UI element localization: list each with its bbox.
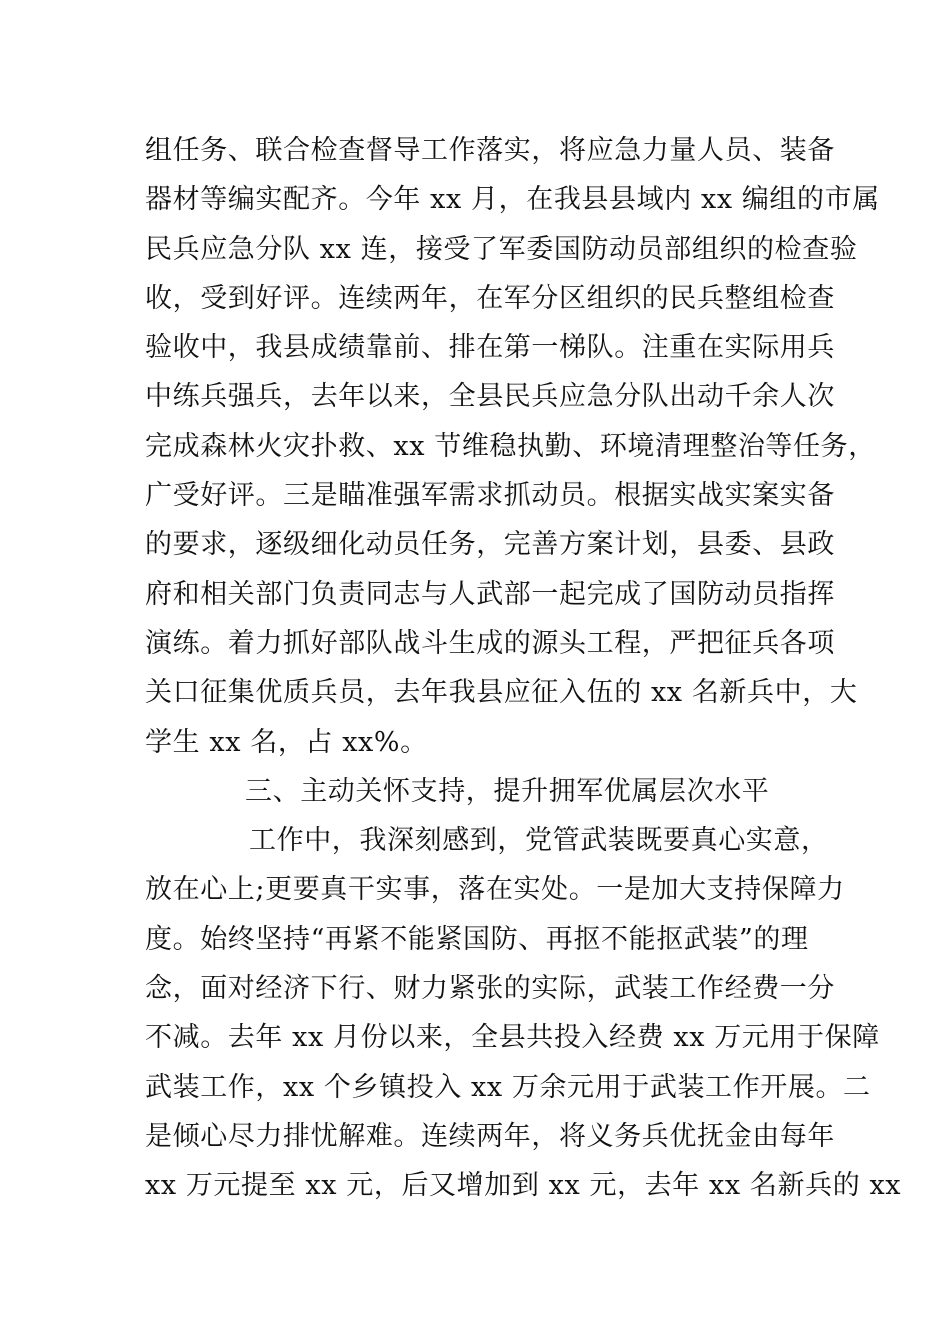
text-line: 度。始终坚持“再紧不能紧国防、再抠不能抠武装”的理 bbox=[145, 923, 809, 955]
text-line: 念，面对经济下行、财力紧张的实际，武装工作经费一分 bbox=[145, 973, 835, 1005]
text-line: 不减。去年 xx 月份以来，全县共投入经费 xx 万元用于保障 bbox=[145, 1022, 880, 1054]
text-line: 是倾心尽力排忧解难。连续两年，将义务兵优抚金由每年 bbox=[145, 1120, 835, 1152]
text-line: 中练兵强兵，去年以来，全县民兵应急分队出动千余人次 bbox=[145, 381, 835, 413]
paragraph-first-line: 工作中，我深刻感到，党管武装既要真心实意， bbox=[249, 825, 829, 857]
text-line: 演练。着力抓好部队战斗生成的源头工程，严把征兵各项 bbox=[145, 627, 835, 659]
text-line: 组任务、联合检查督导工作落实，将应急力量人员、装备 bbox=[145, 135, 835, 166]
body-text bbox=[145, 126, 902, 1211]
text-line: xx 万元提至 xx 元，后又增加到 xx 元，去年 xx 名新兵的 xx bbox=[145, 1170, 902, 1202]
text-line: 府和相关部门负责同志与人武部一起完成了国防动员指挥 bbox=[145, 578, 835, 610]
text-line: 广受好评。三是瞄准强军需求抓动员。根据实战实案实备 bbox=[145, 480, 835, 512]
text-line: 武装工作，xx 个乡镇投入 xx 万余元用于武装工作开展。二 bbox=[145, 1071, 871, 1103]
text-line: 收，受到好评。连续两年，在军分区组织的民兵整组检查 bbox=[145, 282, 835, 314]
text-line: 放在心上;更要真干实事，落在实处。一是加大支持保障力 bbox=[145, 874, 845, 906]
text-line: 关口征集优质兵员，去年我县应征入伍的 xx 名新兵中，大 bbox=[145, 677, 858, 709]
text-line: 完成森林火灾扑救、xx 节维稳执勤、环境清理整治等任务， bbox=[145, 430, 876, 462]
text-line: 民兵应急分队 xx 连，接受了军委国防动员部组织的检查验 bbox=[145, 233, 858, 265]
text-line: 验收中，我县成绩靠前、排在第一梯队。注重在实际用兵 bbox=[145, 332, 835, 364]
section-heading: 三、主动关怀支持，提升拥军优属层次水平 bbox=[245, 775, 770, 807]
text-line: 学生 xx 名，占 xx%。 bbox=[145, 726, 428, 758]
text-line: 器材等编实配齐。今年 xx 月，在我县县域内 xx 编组的市属 bbox=[145, 184, 880, 216]
text-line: 的要求，逐级细化动员任务，完善方案计划，县委、县政 bbox=[145, 529, 835, 561]
